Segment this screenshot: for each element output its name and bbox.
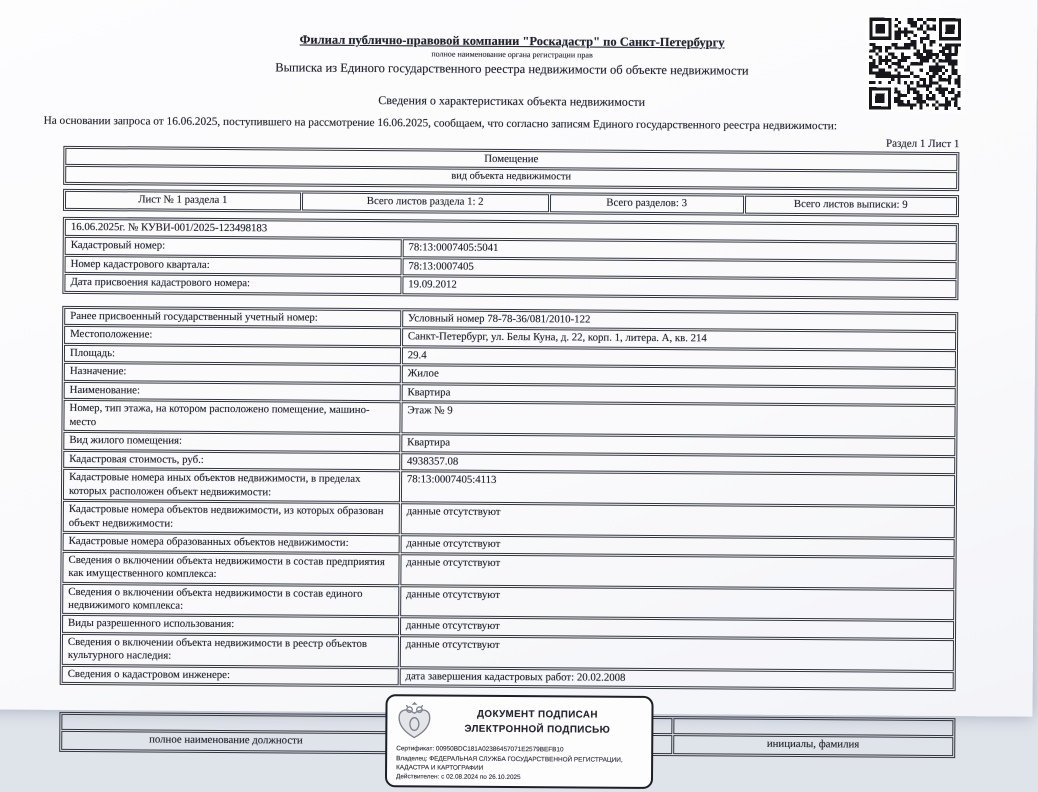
table-row xyxy=(65,191,957,215)
sheet-info-table xyxy=(63,189,959,217)
row-label: Назначение: xyxy=(64,363,401,383)
row-label: Номер кадастрового квартала: xyxy=(65,256,402,276)
digital-signature-stamp xyxy=(385,695,654,790)
object-type-table xyxy=(63,146,959,192)
row-value: 29.4 xyxy=(402,347,956,368)
row-label: Сведения о включении объекта недвижимости в состав единого недвижимого комплекса: xyxy=(62,583,399,616)
signature-block xyxy=(59,709,955,782)
row-value: данные отсутствуют xyxy=(400,636,954,671)
row-value: данные отсутствуют xyxy=(401,503,955,538)
row-label: Кадастровая стоимость, руб.: xyxy=(63,451,400,471)
stamp-certificate: Сертификат: 00950BDC181A02386457071E2579BEFB10 xyxy=(396,745,564,754)
row-label: Кадастровый номер: xyxy=(65,237,402,257)
signature-line-cell xyxy=(673,719,953,737)
row-value: данные отсутствуют xyxy=(400,586,954,621)
sheet-info-cell: Всего листов выписки: 9 xyxy=(744,196,957,215)
section-title: Сведения о характеристиках объекта недвижимости xyxy=(378,93,646,109)
row-label: Кадастровые номера иных объектов недвижимости, в пределах которых расположен объект недвижимости: xyxy=(63,469,400,502)
row-value: Санкт-Петербург, ул. Белы Куна, д. 22, корп. 1, литера. А, кв. 214 xyxy=(402,328,956,349)
row-value: данные отсутствуют xyxy=(400,535,954,556)
row-label: Наименование: xyxy=(64,382,401,402)
document-title: Выписка из Единого государственного реестра недвижимости об объекте недвижимости xyxy=(275,60,749,78)
sheet-info-cell: Лист № 1 раздела 1 xyxy=(65,191,301,210)
eagle-emblem-icon xyxy=(396,702,432,742)
details-table-body xyxy=(62,308,957,690)
table-row xyxy=(62,634,954,671)
row-label: Площадь: xyxy=(64,345,401,365)
row-value: Квартира xyxy=(401,384,955,405)
row-value: 78:13:0007405 xyxy=(402,258,956,279)
row-value: 4938357.08 xyxy=(401,453,955,474)
table-row xyxy=(63,469,955,506)
sheet-info-cell: Всего разделов: 3 xyxy=(550,195,744,214)
row-label: Ранее присвоенный государственный учетный номер: xyxy=(64,308,401,328)
stamp-owner: Владелец: ФЕДЕРАЛЬНАЯ СЛУЖБА ГОСУДАРСТВЕННОЙ РЕГИСТРАЦИИ, КАДАСТРА И КАРТОГРАФИИ xyxy=(396,754,623,772)
row-value: 78:13:0007405:4113 xyxy=(401,471,955,506)
stamp-title-line2: ЭЛЕКТРОННОЙ ПОДПИСЬЮ xyxy=(464,724,611,737)
row-label: Сведения о включении объекта недвижимости в состав предприятия как имущественного комплекса: xyxy=(62,551,399,584)
row-value: данные отсутствуют xyxy=(400,618,954,639)
row-value: дата завершения кадастровых работ: 20.02.2008 xyxy=(399,668,953,689)
stamp-title-line1: ДОКУМЕНТ ПОДПИСАН xyxy=(477,709,598,721)
initials-label: инициалы, фамилия xyxy=(673,736,953,757)
row-value: 78:13:0007405:5041 xyxy=(402,240,956,261)
org-name: Филиал публично-правовой компании "Роскадастр" по Санкт-Петербургу xyxy=(299,32,725,50)
signature-line-cell xyxy=(61,714,390,732)
row-label: Кадастровые номера объектов недвижимости, из которых образован объект недвижимости: xyxy=(63,501,400,534)
row-label: Кадастровые номера образованных объектов недвижимости: xyxy=(63,533,400,553)
table-row xyxy=(62,551,954,588)
stamp-validity: Действителен: с 02.08.2024 по 26.10.2025 xyxy=(395,773,521,782)
object-type-caption: вид объекта недвижимости xyxy=(65,166,957,189)
object-type-value: Помещение xyxy=(65,148,957,172)
row-label: Сведения о включении объекта недвижимости в реестр объектов культурного наследия: xyxy=(62,634,399,667)
section-sheet-label: Раздел 1 Лист 1 xyxy=(885,137,960,151)
row-label: Дата присвоения кадастрового номера: xyxy=(64,274,401,294)
row-value: Жилое xyxy=(402,365,956,386)
row-value: данные отсутствуют xyxy=(400,554,954,589)
row-value: Квартира xyxy=(401,434,955,455)
row-label: Вид жилого помещения: xyxy=(63,432,400,452)
table-row xyxy=(63,501,955,538)
table-row xyxy=(62,583,954,620)
details-table xyxy=(60,306,959,692)
intro-line: На основании запроса от 16.06.2025, поступившего на рассмотрение 16.06.2025, сообщаем, что согласно записям Единого государственного реестра недвижимости: xyxy=(43,114,838,133)
position-label: полное наименование должности xyxy=(61,731,390,752)
row-value: Условный номер 78-78-36/081/2010-122 xyxy=(402,310,956,331)
row-label: Местоположение: xyxy=(64,326,401,346)
row-label: Сведения о кадастровом инженере: xyxy=(62,666,399,686)
row-value: Этаж № 9 xyxy=(401,402,955,437)
table-row xyxy=(63,400,955,437)
row-label: Номер, тип этажа, на котором расположено помещение, машино-место xyxy=(63,400,400,433)
request-table xyxy=(62,217,959,300)
request-number: 16.06.2025г. № КУВИ-001/2025-123498183 xyxy=(65,219,957,243)
sheet-info-cell: Всего листов раздела 1: 2 xyxy=(302,193,549,212)
row-label: Виды разрешенного использования: xyxy=(62,615,399,635)
row-value: 19.09.2012 xyxy=(402,277,956,298)
org-caption: полное наименование органа регистрации прав xyxy=(431,49,593,60)
